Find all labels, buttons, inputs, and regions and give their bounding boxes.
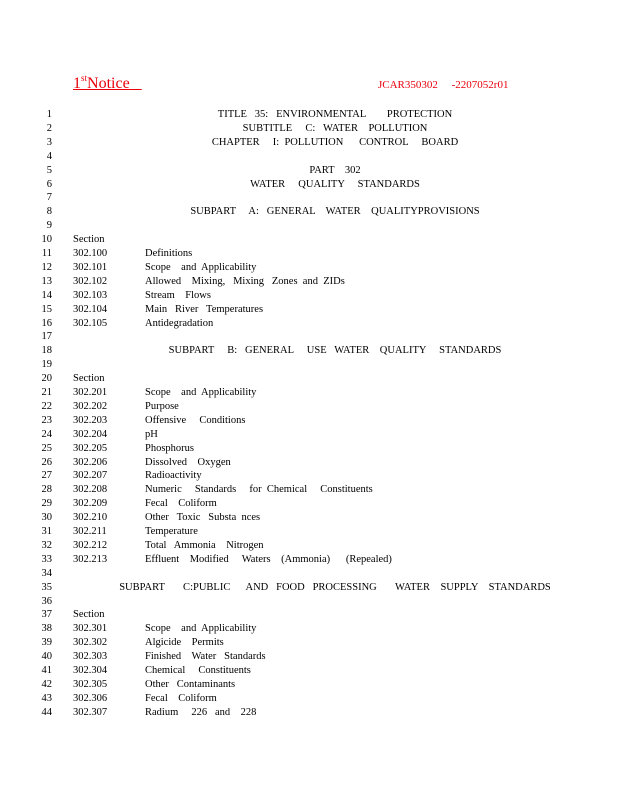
line-number: 15 [41, 303, 52, 315]
notice-prefix: 1 [73, 75, 81, 92]
section-title: Antidegradation [145, 317, 214, 329]
section-number: 302.303 [73, 651, 108, 663]
document-line [0, 205, 618, 219]
document-line [0, 233, 618, 247]
heading-text: SUBPART B: GENERAL USE WATER QUALITY STANDARDS [168, 345, 502, 357]
line-number: 40 [41, 651, 52, 663]
document-line [0, 400, 618, 414]
document-line [0, 344, 618, 358]
document-line [0, 108, 618, 122]
section-label: Section [73, 234, 105, 246]
document-line [0, 581, 618, 595]
section-number: 302.212 [73, 539, 108, 551]
section-title: Radioactivity [145, 470, 202, 482]
section-title: Fecal Coliform [145, 498, 217, 510]
section-title: Definitions [145, 248, 193, 259]
document-line [0, 567, 618, 581]
section-number: 302.307 [73, 706, 108, 718]
line-number: 36 [41, 595, 52, 607]
section-title: Purpose [145, 400, 179, 412]
document-line [0, 664, 618, 678]
section-title: Temperature [145, 526, 198, 537]
section-title: Phosphorus [145, 442, 195, 454]
jcar-code: JCAR350302 -2207052r01 [378, 79, 509, 91]
line-number: 2 [46, 122, 52, 134]
section-title: Chemical Constituents [145, 665, 251, 676]
line-number: 6 [46, 178, 52, 190]
line-number: 38 [41, 623, 52, 635]
section-title: Scope and Applicability [145, 261, 257, 273]
document-line [0, 303, 618, 317]
section-number: 302.207 [73, 470, 108, 482]
section-title: Allowed Mixing, Mixing Zones and ZIDs [145, 275, 345, 287]
document-line [0, 456, 618, 470]
document-line [0, 622, 618, 636]
document-line [0, 191, 618, 205]
line-number: 8 [46, 206, 52, 218]
section-number: 302.302 [73, 637, 108, 649]
line-number: 31 [41, 526, 52, 537]
notice-suffix: Notice [87, 75, 130, 92]
document-line [0, 122, 618, 136]
section-number: 302.104 [73, 303, 108, 315]
document-line [0, 372, 618, 386]
section-number: 302.101 [73, 261, 108, 273]
document-line [0, 678, 618, 692]
section-number: 302.210 [73, 512, 108, 524]
document-line [0, 595, 618, 609]
document-line [0, 247, 618, 261]
document-line [0, 608, 618, 622]
document-line [0, 330, 618, 344]
line-number: 34 [41, 567, 52, 579]
line-number: 44 [41, 706, 52, 718]
document-line [0, 275, 618, 289]
document-line [0, 289, 618, 303]
document-line [0, 178, 618, 192]
line-number: 20 [41, 373, 52, 385]
line-number: 10 [41, 234, 52, 246]
line-number: 42 [41, 678, 52, 690]
document-line [0, 525, 618, 539]
first-notice-heading [73, 73, 142, 93]
section-title: Offensive Conditions [145, 414, 246, 426]
line-number: 28 [41, 484, 52, 496]
document-line [0, 706, 618, 720]
document-line [0, 539, 618, 553]
section-number: 302.208 [73, 484, 108, 496]
line-number: 25 [41, 442, 52, 454]
section-title: Fecal Coliform [145, 692, 217, 704]
document-line [0, 358, 618, 372]
line-number: 19 [41, 359, 52, 371]
line-number: 18 [41, 345, 52, 357]
document-line [0, 150, 618, 164]
document-line [0, 650, 618, 664]
document-line [0, 317, 618, 331]
line-number: 3 [46, 136, 52, 148]
section-title: Other Toxic Substa nces [145, 512, 261, 524]
section-number: 302.206 [73, 456, 108, 468]
document-line [0, 414, 618, 428]
section-number: 302.205 [73, 442, 108, 454]
line-number: 4 [46, 150, 52, 162]
heading-text: SUBPART A: GENERAL WATER QUALITYPROVISIONS [190, 206, 480, 218]
section-title: Stream Flows [145, 289, 211, 301]
line-number: 12 [41, 261, 52, 273]
line-number: 21 [41, 387, 52, 398]
document-line [0, 692, 618, 706]
heading-text: CHAPTER I: POLLUTION CONTROL BOARD [211, 136, 459, 148]
section-number: 302.203 [73, 414, 108, 426]
document-line [0, 261, 618, 275]
section-number: 302.103 [73, 289, 108, 301]
document-line [0, 469, 618, 483]
line-number: 14 [41, 289, 52, 301]
section-number: 302.209 [73, 498, 108, 510]
section-title: Radium 226 and 228 [145, 706, 257, 718]
section-label: Section [73, 609, 105, 621]
notice-superscript: st [81, 73, 88, 83]
document-line [0, 497, 618, 511]
line-number: 37 [41, 609, 52, 621]
section-title: Algicide Permits [145, 637, 224, 649]
document-line [0, 428, 618, 442]
section-title: Dissolved Oxygen [145, 456, 231, 468]
section-number: 302.204 [73, 428, 108, 440]
line-number: 17 [41, 331, 52, 343]
line-number: 43 [41, 692, 52, 704]
section-number: 302.305 [73, 678, 108, 690]
section-number: 302.201 [73, 387, 108, 398]
line-number: 29 [41, 498, 52, 510]
heading-text: SUBPART C:PUBLIC AND FOOD PROCESSING WATER SUPPLY STANDARDS [119, 581, 551, 593]
section-title: Scope and Applicability [145, 387, 257, 398]
line-number: 5 [46, 164, 52, 176]
line-number: 23 [41, 414, 52, 426]
line-number: 32 [41, 539, 52, 551]
section-number: 302.202 [73, 400, 108, 412]
line-number: 11 [41, 248, 52, 259]
heading-text: TITLE 35: ENVIRONMENTAL PROTECTION [217, 109, 453, 120]
document-line [0, 164, 618, 178]
section-title: Numeric Standards for Chemical Constituents [145, 484, 373, 496]
line-number: 13 [41, 275, 52, 287]
section-title: pH [145, 428, 158, 440]
section-title: Scope and Applicability [145, 623, 257, 635]
line-number: 22 [41, 400, 52, 412]
section-number: 302.213 [73, 553, 108, 565]
section-number: 302.306 [73, 692, 108, 704]
line-number: 1 [46, 109, 52, 120]
section-number: 302.105 [73, 317, 108, 329]
document-line [0, 511, 618, 525]
line-number: 24 [41, 428, 52, 440]
line-number: 35 [41, 581, 52, 593]
heading-text: PART 302 [309, 164, 361, 176]
section-title: Total Ammonia Nitrogen [145, 539, 264, 551]
section-number: 302.211 [73, 526, 107, 537]
line-number: 39 [41, 637, 52, 649]
document-line [0, 483, 618, 497]
line-number: 9 [46, 220, 52, 232]
document-line [0, 386, 618, 400]
heading-text: SUBTITLE C: WATER POLLUTION [242, 122, 428, 134]
section-number: 302.304 [73, 665, 108, 676]
section-label: Section [73, 373, 105, 385]
document-line [0, 636, 618, 650]
heading-text: WATER QUALITY STANDARDS [250, 178, 420, 190]
document-line [0, 442, 618, 456]
line-number: 27 [41, 470, 52, 482]
line-number: 16 [41, 317, 52, 329]
line-number: 30 [41, 512, 52, 524]
section-title: Main River Temperatures [145, 303, 264, 315]
section-number: 302.100 [73, 248, 108, 259]
section-title: Other Contaminants [145, 678, 236, 690]
document-line [0, 553, 618, 567]
line-number: 26 [41, 456, 52, 468]
document-line [0, 219, 618, 233]
line-number: 33 [41, 553, 52, 565]
line-number: 41 [41, 665, 52, 676]
document-line [0, 136, 618, 150]
section-number: 302.102 [73, 275, 108, 287]
section-title: Effluent Modified Waters (Ammonia) (Repealed) [145, 553, 392, 565]
section-number: 302.301 [73, 623, 108, 635]
line-number: 7 [46, 192, 52, 204]
section-title: Finished Water Standards [145, 651, 266, 663]
